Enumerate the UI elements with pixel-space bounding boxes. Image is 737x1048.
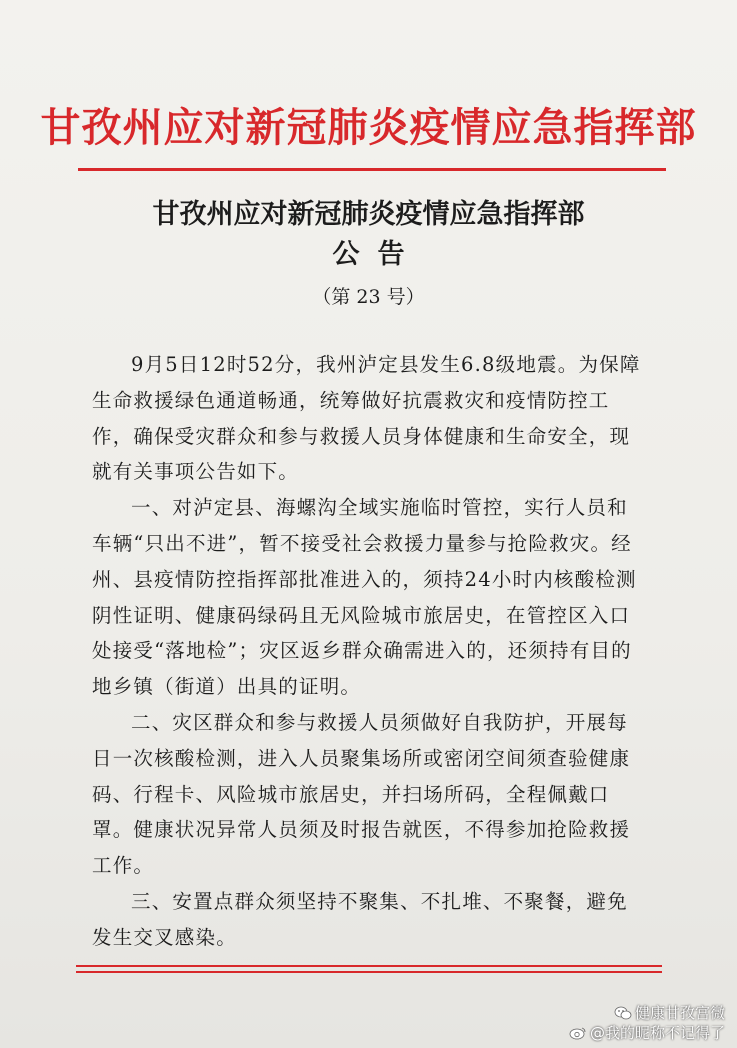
weibo-account-name: @我的昵称不记得了 [589, 1024, 725, 1042]
source-watermark [535, 1003, 725, 1043]
wechat-watermark [535, 1003, 725, 1023]
wechat-account-name: 健康甘孜宫微 [634, 1004, 725, 1022]
document-number: （第 23 号） [312, 286, 425, 308]
wechat-icon [614, 1006, 632, 1020]
red-divider-top [78, 168, 666, 171]
weibo-icon [569, 1026, 587, 1040]
red-divider-bottom [76, 965, 662, 973]
document-subtitle: 公告 [332, 239, 423, 270]
body-paragraph-1: 一、对泸定县、海螺沟全域实施临时管控，实行人员和车辆“只出不进”，暂不接受社会救援力量参与抢险救灾。经州、县疫情防控指挥部批准进入的，须持24小时内核酸检测阴性证明、健康码绿码且无风险城市旅居史，在管控区入口处接受“落地检”；灾区返乡群众确需进入的，还须持有目的地乡镇（街道）出具的证明。 [92, 496, 637, 699]
red-divider-line [76, 971, 662, 973]
weibo-watermark [535, 1023, 725, 1043]
red-divider-line [76, 965, 662, 967]
body-paragraph-3: 三、安置点群众须坚持不聚集、不扎堆、不聚餐，避免发生交叉感染。 [92, 889, 628, 949]
body-paragraph-intro: 9月5日12时52分，我州泸定县发生6.8级地震。为保障生命救援绿色通道畅通，统筹做好抗震救灾和疫情防控工作，确保受灾群众和参与救援人员身体健康和生命安全，现就有关事项公告如下。 [92, 353, 641, 484]
document-body [92, 347, 648, 956]
document-title: 甘孜州应对新冠肺炎疫情应急指挥部 [152, 199, 585, 230]
body-paragraph-2: 二、灾区群众和参与救援人员须做好自我防护，开展每日一次核酸检测，进入人员聚集场所或密闭空间须查验健康码、行程卡、风险城市旅居史，并扫场所码，全程佩戴口罩。健康状况异常人员须及时报告就医，不得参加抢险救援工作。 [92, 710, 631, 878]
document-masthead: 甘孜州应对新冠肺炎疫情应急指挥部 [40, 104, 697, 151]
